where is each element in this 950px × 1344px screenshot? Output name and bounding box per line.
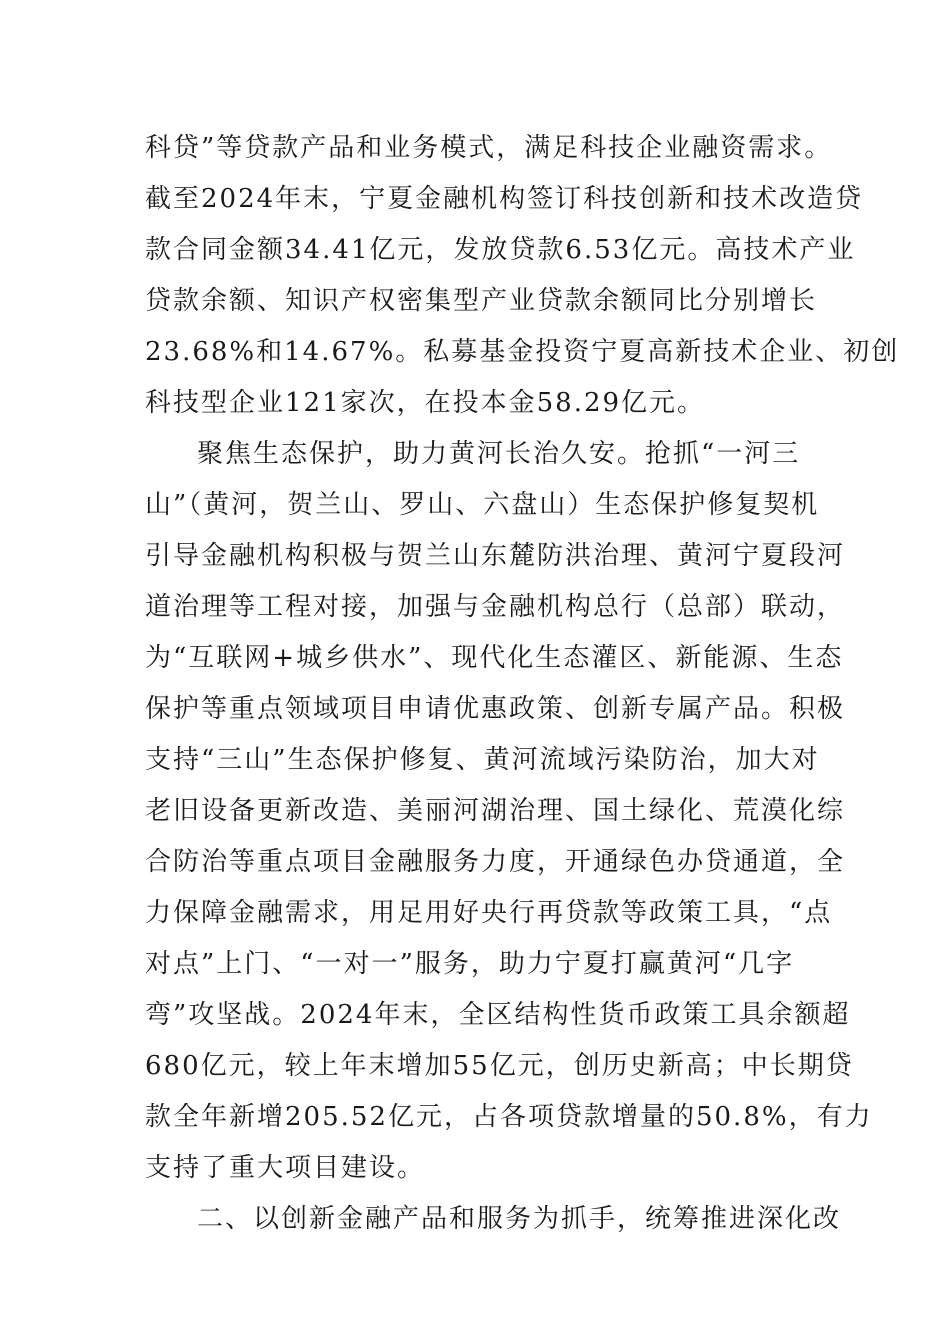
text-line: 科技型企业121家次，在投本金58.29亿元。 <box>145 388 706 418</box>
text-line: 为“互联网+城乡供水”、现代化生态灌区、新能源、生态 <box>145 643 844 673</box>
text-line: 对点”上门、“一对一”服务，助力宁夏打赢黄河“几字 <box>145 949 795 979</box>
text-line: 支持了重大项目建设。 <box>145 1153 426 1183</box>
text-line: 科贷”等贷款产品和业务模式，满足科技企业融资需求。 <box>145 133 833 163</box>
text-line: 款全年新增205.52亿元，占各项贷款增量的50.8%，有力 <box>145 1102 873 1132</box>
text-line: 弯”攻坚战。2024年末，全区结构性货币政策工具余额超 <box>145 1000 851 1030</box>
text-line: 支持“三山”生态保护修复、黄河流域污染防治，加大对 <box>145 745 820 775</box>
text-line: 老旧设备更新改造、美丽河湖治理、国土绿化、荒漠化综 <box>145 796 846 826</box>
text-line: 23.68%和14.67%。私募基金投资宁夏高新技术企业、初创 <box>145 337 900 367</box>
text-line: 保护等重点领域项目申请优惠政策、创新专属产品。积极 <box>145 694 846 724</box>
text-line: 山”（黄河，贺兰山、罗山、六盘山）生态保护修复契机 <box>145 490 820 520</box>
text-line: 款合同金额34.41亿元，发放贷款6.53亿元。高技术产业 <box>145 235 856 265</box>
text-line: 贷款余额、知识产权密集型产业贷款余额同比分别增长 <box>145 286 818 316</box>
section-heading-line: 二、以创新金融产品和服务为抓手，统筹推进深化改 <box>197 1204 842 1234</box>
text-line: 引导金融机构积极与贺兰山东麓防洪治理、黄河宁夏段河 <box>145 541 846 571</box>
text-line: 合防治等重点项目金融服务力度，开通绿色办贷通道，全 <box>145 847 846 877</box>
text-line: 截至2024年末，宁夏金融机构签订科技创新和技术改造贷 <box>145 184 864 214</box>
text-line: 680亿元，较上年末增加55亿元，创历史新高；中长期贷 <box>145 1051 854 1081</box>
text-line: 力保障金融需求，用足用好央行再贷款等政策工具，“点 <box>145 898 833 928</box>
text-line: 道治理等工程对接，加强与金融机构总行（总部）联动， <box>145 592 846 622</box>
paragraph-first-line: 聚焦生态保护，助力黄河长治久安。抢抓“一河三 <box>197 439 801 469</box>
